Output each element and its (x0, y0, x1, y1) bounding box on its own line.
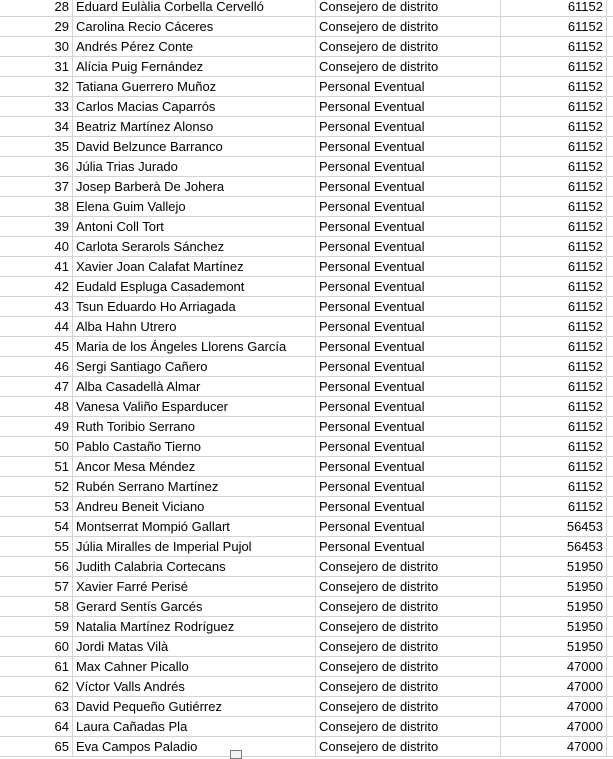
role-cell[interactable]: Personal Eventual (316, 317, 501, 336)
role-cell[interactable]: Personal Eventual (316, 157, 501, 176)
row-number-cell[interactable]: 55 (0, 537, 73, 556)
table-row (0, 417, 613, 437)
salary-cell[interactable]: 61152 (501, 477, 607, 496)
empty-cell[interactable] (607, 37, 613, 56)
role-cell[interactable]: Consejero de distrito (316, 17, 501, 36)
row-number-cell[interactable]: 60 (0, 637, 73, 656)
row-number-cell[interactable]: 62 (0, 677, 73, 696)
table-row (0, 177, 613, 197)
salary-cell[interactable]: 61152 (501, 157, 607, 176)
empty-cell[interactable] (607, 697, 613, 716)
empty-cell[interactable] (607, 217, 613, 236)
name-cell[interactable]: Andreu Beneit Viciano (73, 497, 316, 516)
role-cell[interactable]: Consejero de distrito (316, 0, 501, 16)
role-cell[interactable]: Consejero de distrito (316, 737, 501, 756)
row-number-cell[interactable]: 61 (0, 657, 73, 676)
empty-cell[interactable] (607, 637, 613, 656)
salary-cell[interactable]: 56453 (501, 517, 607, 536)
table-row (0, 677, 613, 697)
role-cell[interactable]: Consejero de distrito (316, 57, 501, 76)
name-cell[interactable]: Elena Guim Vallejo (73, 197, 316, 216)
row-number-cell[interactable]: 41 (0, 257, 73, 276)
row-number-cell[interactable]: 45 (0, 337, 73, 356)
row-number-cell[interactable]: 46 (0, 357, 73, 376)
salary-cell[interactable]: 61152 (501, 57, 607, 76)
table-row (0, 397, 613, 417)
table-row (0, 577, 613, 597)
row-number-cell[interactable]: 63 (0, 697, 73, 716)
name-cell[interactable]: Jordi Matas Vilà (73, 637, 316, 656)
empty-cell[interactable] (607, 677, 613, 696)
empty-cell[interactable] (607, 57, 613, 76)
role-cell[interactable]: Personal Eventual (316, 417, 501, 436)
role-cell[interactable]: Personal Eventual (316, 257, 501, 276)
table-row (0, 257, 613, 277)
table-row (0, 297, 613, 317)
empty-cell[interactable] (607, 377, 613, 396)
empty-cell[interactable] (607, 97, 613, 116)
salary-cell[interactable]: 56453 (501, 537, 607, 556)
salary-cell[interactable]: 61152 (501, 417, 607, 436)
row-number-cell[interactable]: 40 (0, 237, 73, 256)
role-cell[interactable]: Personal Eventual (316, 237, 501, 256)
salary-cell[interactable]: 61152 (501, 197, 607, 216)
table-row (0, 0, 613, 17)
salary-cell[interactable]: 61152 (501, 117, 607, 136)
salary-cell[interactable]: 47000 (501, 717, 607, 736)
row-number-cell[interactable]: 48 (0, 397, 73, 416)
row-number-cell[interactable]: 32 (0, 77, 73, 96)
name-cell[interactable]: Alba Hahn Utrero (73, 317, 316, 336)
name-cell[interactable]: Carlos Macias Caparrós (73, 97, 316, 116)
role-cell[interactable]: Consejero de distrito (316, 717, 501, 736)
empty-cell[interactable] (607, 317, 613, 336)
role-cell[interactable]: Consejero de distrito (316, 597, 501, 616)
table-row (0, 597, 613, 617)
empty-cell[interactable] (607, 297, 613, 316)
empty-cell[interactable] (607, 617, 613, 636)
name-cell[interactable]: Vanesa Valiño Esparducer (73, 397, 316, 416)
role-cell[interactable]: Consejero de distrito (316, 697, 501, 716)
empty-cell[interactable] (607, 177, 613, 196)
role-cell[interactable]: Personal Eventual (316, 297, 501, 316)
row-number-cell[interactable]: 49 (0, 417, 73, 436)
empty-cell[interactable] (607, 157, 613, 176)
row-number-cell[interactable]: 51 (0, 457, 73, 476)
name-cell[interactable]: Xavier Joan Calafat Martínez (73, 257, 316, 276)
row-number-cell[interactable]: 36 (0, 157, 73, 176)
table-row (0, 477, 613, 497)
name-cell[interactable]: Max Cahner Picallo (73, 657, 316, 676)
name-cell[interactable]: Tatiana Guerrero Muñoz (73, 77, 316, 96)
salary-cell[interactable]: 51950 (501, 617, 607, 636)
empty-cell[interactable] (607, 0, 613, 16)
table-row (0, 157, 613, 177)
row-number-cell[interactable]: 54 (0, 517, 73, 536)
row-number-cell[interactable]: 59 (0, 617, 73, 636)
salary-cell[interactable]: 61152 (501, 317, 607, 336)
table-row (0, 317, 613, 337)
empty-cell[interactable] (607, 357, 613, 376)
row-number-cell[interactable]: 29 (0, 17, 73, 36)
role-cell[interactable]: Personal Eventual (316, 457, 501, 476)
name-cell[interactable]: Carlota Serarols Sánchez (73, 237, 316, 256)
name-cell[interactable]: David Belzunce Barranco (73, 137, 316, 156)
name-cell[interactable]: Júlia Miralles de Imperial Pujol (73, 537, 316, 556)
salary-cell[interactable]: 51950 (501, 597, 607, 616)
empty-cell[interactable] (607, 237, 613, 256)
role-cell[interactable]: Personal Eventual (316, 537, 501, 556)
table-row (0, 717, 613, 737)
empty-cell[interactable] (607, 457, 613, 476)
name-cell[interactable]: Víctor Valls Andrés (73, 677, 316, 696)
empty-cell[interactable] (607, 737, 613, 756)
salary-cell[interactable]: 51950 (501, 637, 607, 656)
table-row (0, 457, 613, 477)
name-cell[interactable]: Josep Barberà De Johera (73, 177, 316, 196)
empty-cell[interactable] (607, 417, 613, 436)
role-cell[interactable]: Personal Eventual (316, 377, 501, 396)
row-number-cell[interactable]: 31 (0, 57, 73, 76)
salary-cell[interactable]: 61152 (501, 457, 607, 476)
table-row (0, 197, 613, 217)
salary-cell[interactable]: 61152 (501, 77, 607, 96)
table-row (0, 377, 613, 397)
table-row (0, 337, 613, 357)
name-cell[interactable]: Natalia Martínez Rodríguez (73, 617, 316, 636)
row-number-cell[interactable]: 53 (0, 497, 73, 516)
row-number-cell[interactable]: 50 (0, 437, 73, 456)
empty-cell[interactable] (607, 477, 613, 496)
name-cell[interactable]: Laura Cañadas Pla (73, 717, 316, 736)
name-cell[interactable]: Andrés Pérez Conte (73, 37, 316, 56)
row-number-cell[interactable]: 47 (0, 377, 73, 396)
table-row (0, 737, 613, 757)
empty-cell[interactable] (607, 17, 613, 36)
name-cell[interactable]: Alícia Puig Fernández (73, 57, 316, 76)
table-row (0, 77, 613, 97)
row-number-cell[interactable]: 65 (0, 737, 73, 756)
role-cell[interactable]: Personal Eventual (316, 517, 501, 536)
row-number-cell[interactable]: 33 (0, 97, 73, 116)
paste-options-icon[interactable] (230, 750, 242, 759)
name-cell[interactable]: Maria de los Ángeles Llorens García (73, 337, 316, 356)
empty-cell[interactable] (607, 537, 613, 556)
name-cell[interactable]: Pablo Castaño Tierno (73, 437, 316, 456)
name-cell[interactable]: David Pequeño Gutiérrez (73, 697, 316, 716)
salary-cell[interactable]: 61152 (501, 97, 607, 116)
role-cell[interactable]: Consejero de distrito (316, 637, 501, 656)
salary-cell[interactable]: 61152 (501, 437, 607, 456)
name-cell[interactable]: Antoni Coll Tort (73, 217, 316, 236)
empty-cell[interactable] (607, 577, 613, 596)
role-cell[interactable]: Personal Eventual (316, 337, 501, 356)
table-row (0, 277, 613, 297)
empty-cell[interactable] (607, 717, 613, 736)
name-cell[interactable]: Montserrat Mompió Gallart (73, 517, 316, 536)
empty-cell[interactable] (607, 197, 613, 216)
salary-cell[interactable]: 47000 (501, 657, 607, 676)
row-number-cell[interactable]: 57 (0, 577, 73, 596)
salary-cell[interactable]: 61152 (501, 497, 607, 516)
empty-cell[interactable] (607, 437, 613, 456)
salary-cell[interactable]: 61152 (501, 257, 607, 276)
name-cell[interactable]: Gerard Sentís Garcés (73, 597, 316, 616)
salary-cell[interactable]: 61152 (501, 277, 607, 296)
row-number-cell[interactable]: 64 (0, 717, 73, 736)
role-cell[interactable]: Consejero de distrito (316, 617, 501, 636)
row-number-cell[interactable]: 44 (0, 317, 73, 336)
row-number-cell[interactable]: 28 (0, 0, 73, 16)
empty-cell[interactable] (607, 517, 613, 536)
row-number-cell[interactable]: 39 (0, 217, 73, 236)
name-cell[interactable]: Júlia Trias Jurado (73, 157, 316, 176)
role-cell[interactable]: Consejero de distrito (316, 37, 501, 56)
role-cell[interactable]: Personal Eventual (316, 357, 501, 376)
salary-cell[interactable]: 61152 (501, 177, 607, 196)
row-number-cell[interactable]: 30 (0, 37, 73, 56)
empty-cell[interactable] (607, 597, 613, 616)
row-number-cell[interactable]: 52 (0, 477, 73, 496)
salary-cell[interactable]: 47000 (501, 737, 607, 756)
name-cell[interactable]: Ancor Mesa Méndez (73, 457, 316, 476)
role-cell[interactable]: Personal Eventual (316, 177, 501, 196)
row-number-cell[interactable]: 37 (0, 177, 73, 196)
empty-cell[interactable] (607, 277, 613, 296)
name-cell[interactable]: Eva Campos Paladio (73, 737, 316, 756)
table-row (0, 237, 613, 257)
table-row (0, 657, 613, 677)
name-cell[interactable]: Beatriz Martínez Alonso (73, 117, 316, 136)
table-row (0, 17, 613, 37)
row-number-cell[interactable]: 42 (0, 277, 73, 296)
salary-cell[interactable]: 51950 (501, 557, 607, 576)
table-row (0, 557, 613, 577)
table-row (0, 537, 613, 557)
salary-cell[interactable]: 61152 (501, 217, 607, 236)
table-row (0, 437, 613, 457)
role-cell[interactable]: Personal Eventual (316, 97, 501, 116)
table-row (0, 217, 613, 237)
empty-cell[interactable] (607, 137, 613, 156)
empty-cell[interactable] (607, 497, 613, 516)
table-row (0, 517, 613, 537)
row-number-cell[interactable]: 34 (0, 117, 73, 136)
role-cell[interactable]: Consejero de distrito (316, 577, 501, 596)
salary-cell[interactable]: 61152 (501, 37, 607, 56)
role-cell[interactable]: Personal Eventual (316, 217, 501, 236)
table-row (0, 497, 613, 517)
salary-cell[interactable]: 61152 (501, 397, 607, 416)
role-cell[interactable]: Personal Eventual (316, 397, 501, 416)
name-cell[interactable]: Eduard Eulàlia Corbella Cervelló (73, 0, 316, 16)
name-cell[interactable]: Xavier Farré Perisé (73, 577, 316, 596)
name-cell[interactable]: Sergi Santiago Cañero (73, 357, 316, 376)
row-number-cell[interactable]: 38 (0, 197, 73, 216)
role-cell[interactable]: Personal Eventual (316, 137, 501, 156)
row-number-cell[interactable]: 43 (0, 297, 73, 316)
salary-cell[interactable]: 61152 (501, 357, 607, 376)
empty-cell[interactable] (607, 257, 613, 276)
name-cell[interactable]: Alba Casadellà Almar (73, 377, 316, 396)
role-cell[interactable]: Personal Eventual (316, 477, 501, 496)
salary-cell[interactable]: 61152 (501, 17, 607, 36)
name-cell[interactable]: Tsun Eduardo Ho Arriagada (73, 297, 316, 316)
table-row (0, 357, 613, 377)
salary-cell[interactable]: 61152 (501, 337, 607, 356)
salary-cell[interactable]: 61152 (501, 0, 607, 16)
empty-cell[interactable] (607, 657, 613, 676)
table-row (0, 37, 613, 57)
name-cell[interactable]: Carolina Recio Cáceres (73, 17, 316, 36)
table-row (0, 97, 613, 117)
empty-cell[interactable] (607, 77, 613, 96)
table-row (0, 117, 613, 137)
role-cell[interactable]: Personal Eventual (316, 437, 501, 456)
table-row (0, 697, 613, 717)
name-cell[interactable]: Judith Calabria Cortecans (73, 557, 316, 576)
role-cell[interactable]: Personal Eventual (316, 77, 501, 96)
name-cell[interactable]: Eudald Espluga Casademont (73, 277, 316, 296)
table-row (0, 57, 613, 77)
empty-cell[interactable] (607, 397, 613, 416)
empty-cell[interactable] (607, 117, 613, 136)
salary-cell[interactable]: 61152 (501, 137, 607, 156)
salary-cell[interactable]: 61152 (501, 377, 607, 396)
role-cell[interactable]: Consejero de distrito (316, 557, 501, 576)
role-cell[interactable]: Personal Eventual (316, 117, 501, 136)
salary-cell[interactable]: 47000 (501, 697, 607, 716)
row-number-cell[interactable]: 56 (0, 557, 73, 576)
empty-cell[interactable] (607, 557, 613, 576)
name-cell[interactable]: Ruth Toribio Serrano (73, 417, 316, 436)
salary-cell[interactable]: 61152 (501, 297, 607, 316)
table-row (0, 617, 613, 637)
role-cell[interactable]: Personal Eventual (316, 497, 501, 516)
row-number-cell[interactable]: 35 (0, 137, 73, 156)
empty-cell[interactable] (607, 337, 613, 356)
table-row (0, 137, 613, 157)
row-number-cell[interactable]: 58 (0, 597, 73, 616)
table-row (0, 637, 613, 657)
salary-cell[interactable]: 47000 (501, 677, 607, 696)
salary-cell[interactable]: 51950 (501, 577, 607, 596)
role-cell[interactable]: Personal Eventual (316, 197, 501, 216)
salary-cell[interactable]: 61152 (501, 237, 607, 256)
role-cell[interactable]: Consejero de distrito (316, 657, 501, 676)
role-cell[interactable]: Personal Eventual (316, 277, 501, 296)
name-cell[interactable]: Rubén Serrano Martínez (73, 477, 316, 496)
role-cell[interactable]: Consejero de distrito (316, 677, 501, 696)
